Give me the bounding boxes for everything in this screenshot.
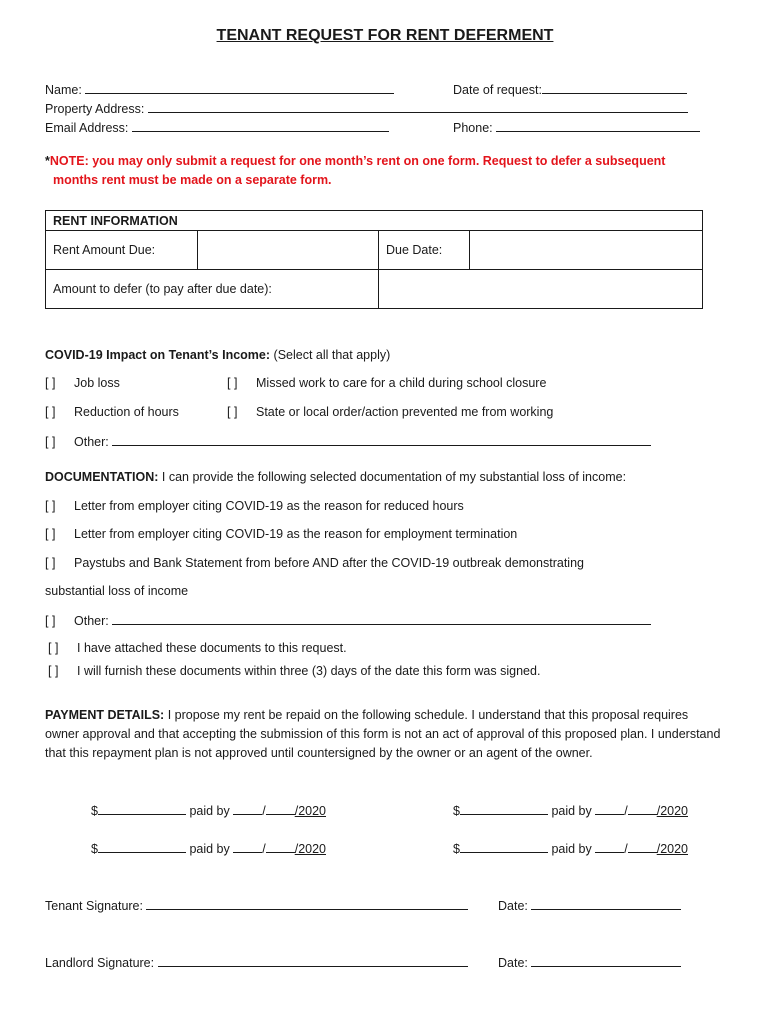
property-address-row	[45, 99, 688, 117]
date-slash: /	[624, 842, 628, 856]
email-input[interactable]	[132, 118, 389, 132]
name-input[interactable]	[85, 80, 394, 94]
email-label: Email Address:	[45, 121, 129, 135]
documentation-intro: I can provide the following selected documentation of my substantial loss of income:	[161, 470, 627, 484]
paid-by-label: paid by	[189, 804, 230, 818]
payment-month-input[interactable]	[233, 839, 262, 853]
doc-letter-termination-label: Letter from employer citing COVID-19 as the reason for employment termination	[74, 527, 518, 541]
dollar-sign: $	[91, 842, 98, 856]
payment-month-input[interactable]	[233, 801, 262, 815]
tenant-signature-input[interactable]	[146, 896, 468, 910]
property-address-input[interactable]	[148, 99, 688, 113]
covid-other-input[interactable]	[112, 432, 651, 446]
payment-day-input[interactable]	[628, 801, 657, 815]
date-slash: /	[262, 842, 266, 856]
note-line-1: NOTE: you may only submit a request for one month’s rent on one form. Request to defer a subsequent	[49, 154, 666, 168]
note-line-2: months rent must be made on a separate form.	[53, 173, 332, 187]
payment-amount-input[interactable]	[98, 801, 186, 815]
payment-amount-input[interactable]	[460, 839, 548, 853]
payment-row-2-left	[91, 839, 326, 857]
email-row	[45, 118, 389, 136]
doc-other-checkbox[interactable]: [ ]	[45, 614, 56, 628]
name-label: Name:	[45, 83, 82, 97]
covid-impact-heading: COVID-19 Impact on Tenant’s Income:	[45, 348, 271, 362]
doc-attached-checkbox[interactable]: [ ]	[48, 641, 59, 655]
due-date-input[interactable]	[470, 231, 703, 270]
doc-paystubs-label: Paystubs and Bank Statement from before AND after the COVID-19 outbreak demonstrating	[74, 556, 584, 570]
state-order-option[interactable]	[227, 404, 553, 420]
phone-label: Phone:	[453, 121, 493, 135]
form-note	[45, 152, 665, 190]
rent-information-heading: RENT INFORMATION	[46, 211, 703, 231]
date-slash: /	[262, 804, 266, 818]
covid-other-checkbox[interactable]: [ ]	[45, 435, 56, 449]
state-order-checkbox[interactable]: [ ]	[227, 405, 238, 419]
amount-to-defer-label: Amount to defer (to pay after due date):	[46, 270, 379, 309]
landlord-signature-input[interactable]	[158, 953, 468, 967]
job-loss-checkbox[interactable]: [ ]	[45, 376, 56, 390]
doc-letter-termination-checkbox[interactable]: [ ]	[45, 527, 56, 541]
payment-day-input[interactable]	[266, 839, 295, 853]
payment-year: /2020	[294, 842, 326, 856]
dollar-sign: $	[453, 804, 460, 818]
rent-amount-due-label: Rent Amount Due:	[46, 231, 198, 270]
state-order-label: State or local order/action prevented me from working	[256, 405, 554, 419]
phone-row	[453, 118, 700, 136]
reduction-hours-option[interactable]	[45, 404, 179, 420]
rent-information-table	[45, 210, 703, 309]
tenant-date-row	[498, 896, 681, 914]
job-loss-label: Job loss	[74, 376, 120, 390]
landlord-date-input[interactable]	[531, 953, 681, 967]
paid-by-label: paid by	[551, 804, 592, 818]
missed-work-option[interactable]	[227, 375, 546, 391]
reduction-hours-checkbox[interactable]: [ ]	[45, 405, 56, 419]
tenant-date-label: Date:	[498, 899, 528, 913]
date-of-request-label: Date of request:	[453, 83, 542, 97]
dollar-sign: $	[91, 804, 98, 818]
paid-by-label: paid by	[189, 842, 230, 856]
rent-amount-due-input[interactable]	[198, 231, 379, 270]
job-loss-option[interactable]	[45, 375, 120, 391]
date-of-request-input[interactable]	[542, 80, 687, 94]
doc-letter-hours-checkbox[interactable]: [ ]	[45, 499, 56, 513]
payment-amount-input[interactable]	[98, 839, 186, 853]
covid-impact-instruction: (Select all that apply)	[273, 348, 391, 362]
payment-row-1-left	[91, 801, 326, 819]
landlord-date-label: Date:	[498, 956, 528, 970]
doc-furnish-checkbox[interactable]: [ ]	[48, 664, 59, 678]
doc-paystubs-checkbox[interactable]: [ ]	[45, 556, 56, 570]
property-address-label: Property Address:	[45, 102, 145, 116]
landlord-signature-label: Landlord Signature:	[45, 956, 155, 970]
doc-letter-hours-option[interactable]	[45, 498, 464, 514]
payment-row-1-right	[453, 801, 688, 819]
due-date-label: Due Date:	[379, 231, 470, 270]
payment-details-heading: PAYMENT DETAILS:	[45, 708, 165, 722]
payment-details-paragraph	[45, 706, 725, 763]
tenant-date-input[interactable]	[531, 896, 681, 910]
date-of-request-row	[453, 80, 687, 98]
payment-year: /2020	[656, 804, 688, 818]
note-asterisk: *	[45, 154, 50, 168]
doc-other-label: Other:	[74, 614, 109, 628]
doc-letter-hours-label: Letter from employer citing COVID-19 as the reason for reduced hours	[74, 499, 464, 513]
payment-month-input[interactable]	[595, 839, 624, 853]
doc-furnish-label: I will furnish these documents within three (3) days of the date this form was signed.	[77, 664, 541, 678]
paid-by-label: paid by	[551, 842, 592, 856]
tenant-signature-row	[45, 896, 468, 914]
documentation-heading-row	[45, 469, 626, 485]
payment-amount-input[interactable]	[460, 801, 548, 815]
covid-other-label: Other:	[74, 435, 109, 449]
covid-impact-heading-row	[45, 347, 390, 363]
landlord-date-row	[498, 953, 681, 971]
missed-work-checkbox[interactable]: [ ]	[227, 376, 238, 390]
missed-work-label: Missed work to care for a child during school closure	[256, 376, 547, 390]
phone-input[interactable]	[496, 118, 700, 132]
doc-furnish-option[interactable]	[48, 663, 540, 679]
date-slash: /	[624, 804, 628, 818]
covid-other-option[interactable]	[45, 432, 651, 450]
doc-paystubs-option[interactable]	[45, 555, 584, 571]
doc-letter-termination-option[interactable]	[45, 526, 517, 542]
name-field-row	[45, 80, 394, 98]
doc-paystubs-continued: substantial loss of income	[45, 584, 189, 598]
doc-attached-label: I have attached these documents to this request.	[77, 641, 347, 655]
payment-day-input[interactable]	[266, 801, 295, 815]
payment-year: /2020	[656, 842, 688, 856]
doc-other-input[interactable]	[112, 611, 651, 625]
amount-to-defer-input[interactable]	[379, 270, 703, 309]
payment-month-input[interactable]	[595, 801, 624, 815]
landlord-signature-row	[45, 953, 468, 971]
doc-attached-option[interactable]	[48, 640, 347, 656]
doc-other-option[interactable]	[45, 611, 651, 629]
payment-details-text: I propose my rent be repaid on the following schedule. I understand that this proposal requires owner approval and that accepting the submission of this form is not an act of approval of this proposed plan. I understand that this repayment plan is not approved until countersigned by the owner or an agent of the owner.	[45, 708, 721, 760]
page-title: TENANT REQUEST FOR RENT DEFERMENT	[216, 27, 554, 44]
dollar-sign: $	[453, 842, 460, 856]
payment-year: /2020	[294, 804, 326, 818]
tenant-signature-label: Tenant Signature:	[45, 899, 143, 913]
documentation-heading: DOCUMENTATION:	[45, 470, 159, 484]
reduction-hours-label: Reduction of hours	[74, 405, 179, 419]
payment-row-2-right	[453, 839, 688, 857]
payment-day-input[interactable]	[628, 839, 657, 853]
